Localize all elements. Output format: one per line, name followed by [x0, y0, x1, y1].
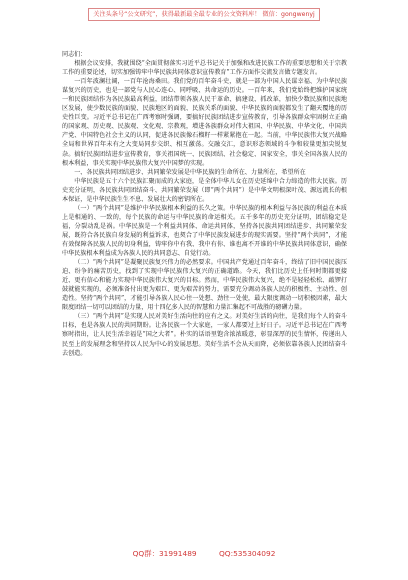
footer-qq: QQ:535304092: [218, 549, 276, 558]
footer-qq-group: QQ群：31991489: [132, 549, 197, 558]
document-body: [62, 50, 347, 358]
body-paragraph: （二）“两个共同”是凝聚民族复兴伟力的必然要求。中国共产党通过百年奋斗，终结了旧中国民族压迫、纷争的痛苦历史，找到了实现中华民族伟大复兴的正确道路。今天，我们比历史上任何时期都更接近、更有信心和能力实现中华民族伟大复兴的目标。然而，中华民族伟大复兴，绝不是轻轻松松、敲锣打鼓就能实现的，必须准备付出更为艰巨、更为艰苦的努力，需要充分调动各族人民的积极性、主动性、创造性。坚持“两个共同”，才能引导各族人民心往一处想、劲往一处使，最大限度调动一切积极因素，最大限度团结一切可以团结的力量，用十四亿多人民的智慧和力量汇集起不可战胜的磅礴力量。: [62, 259, 347, 312]
page-footer: [0, 548, 408, 559]
salutation: 同志们：: [62, 51, 87, 58]
intro-paragraph: 根据会议安排，我就围绕“全面贯彻落实习近平总书记关于加强和改进民族工作的重要思想和关于宗教工作的重要论述，切实加强铸牢中华民族共同体意识宣传教育”工作方面作交流发言做专题发言。: [62, 60, 347, 77]
section-heading: 一、各民族共同团结进步、共同繁荣发展是中华民族的生命所在、力量所在，希望所在: [74, 168, 306, 176]
body-paragraph: 一百年波澜壮阔，一百年沧海桑田。我们党的百年奋斗史，就是一部为中国人民谋幸福、为中华民族谋复兴的历史，也是一部党与人民心连心、同呼吸、共命运的历史。一百年来，我们党始终把维护国家统一和民族团结作为各民族最高利益，团结带领各族人民干革命、搞建设、抓改革，加快少数民族和民族地区发展，使少数民族的面貌、民族地区的面貌、民族关系的面貌、中华民族的面貌都发生了翻天覆地的历史性巨变。习近平总书记在广西考察时强调，要搞好民族团结进步宣传教育，引导各族群众牢固树立正确的国家观、历史观、民族观、文化观、宗教观，增进各族群众对伟大祖国、中华民族、中华文化、中国共产党、中国特色社会主义的认同，促进各民族像石榴籽一样紧紧抱在一起。当前，中华民族伟大复兴战略全局和世界百年未有之大变局同步交织、相互激荡。交融交汇，意识形态领域的斗争和较量更加尖锐复杂。搞好民族团结进步宣传教育，事关祖国统一、民族团结、社会稳定、国家安全，事关全国各族人民的根本利益，事关实现中华民族伟大复兴中国梦的实现。: [62, 78, 347, 167]
body-paragraph: （一）“两个共同”是维护中华民族根本利益的长久之策。中华民族的根本利益与各民族的利益在本质上是相通的、一致的，每个民族的命运与中华民族的命运相关。五千多年的历史充分证明，团结稳定是福，分裂动乱是祸。中华民族是一个利益共同体、命运共同体，坚持各民族共同团结进步、共同繁荣发展，既符合各民族自身发展的利益诉求，也契合了中华民族发展进步的现实需要。坚持“两个共同”，才能有效保障各民族人民的切身利益，铸牢你中有我、我中有你、谁也离不开谁的中华民族共同体意识，确保中华民族根本利益成为各族人民的共同意志、自觉行动。: [62, 204, 347, 258]
body-paragraph: 中华民族是五十六个民族汇聚而成的大家庭，是全体中华儿女在历史延绵中合力缔造的伟大民族。历史充分证明，各民族共同团结奋斗、共同繁荣发展（即“两个共同”）是中华文明根深叶茂、源远流长的根本保证，是中华民族生生不息、发展壮大的密钥所在。: [62, 177, 347, 203]
promo-banner: [0, 8, 408, 21]
body-paragraph: （三）“两个共同”是实现人民对美好生活向往的应有之义。对美好生活的向往，是我们每个人的奋斗目标，也是各族人民的共同期盼。让各民族一个大家庭，一家人都要过上好日子。习近平总书记在广西考察时指出，让人民生活幸福是“国之大者”。朴实的话语里饱含浓浓暖意，彰显深厚的民生情怀，传递出人民至上的发展理念和坚持以人民为中心的发展思想。美好生活不会从天而降，必须依靠各族人民团结奋斗去创造。: [62, 313, 347, 357]
promo-banner-text: 关注头条号“公文研究”，获得最新最全最专业的公文资料库！ 微信：gongwenyj: [88, 8, 320, 21]
